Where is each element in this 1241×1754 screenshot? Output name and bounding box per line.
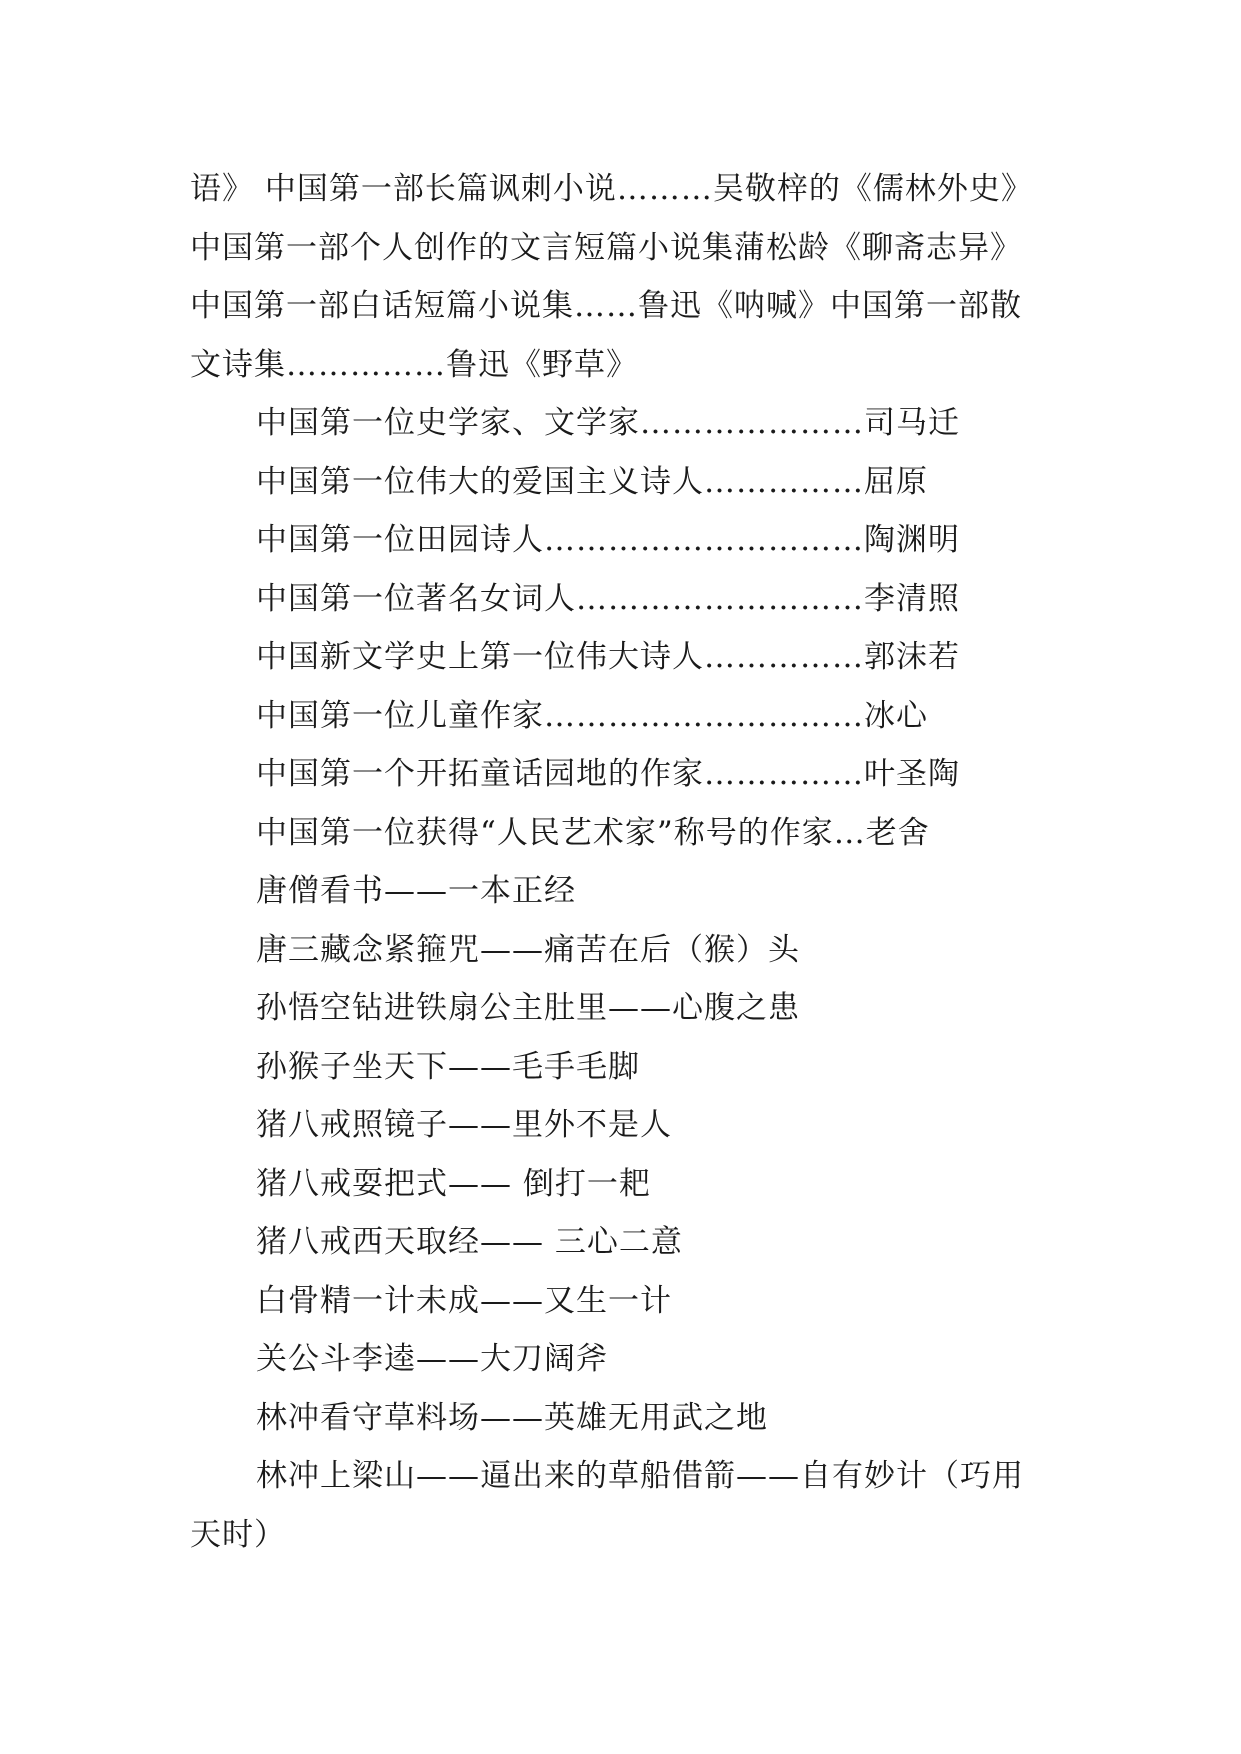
text-line: 唐僧看书——一本正经 [256,873,576,909]
text-line: 林冲上梁山——逼出来的草船借箭——自有妙计（巧用 [256,1458,1024,1494]
text-line: 天时） [190,1516,286,1553]
text-line: 中国第一个开拓童话园地的作家……………叶圣陶 [256,756,960,792]
text-line: 孙猴子坐天下——毛手毛脚 [256,1048,640,1085]
text-line: 中国第一位儿童作家…………………………冰心 [256,697,928,734]
text-line: 中国新文学史上第一位伟大诗人……………郭沫若 [256,639,960,675]
text-line: 林冲看守草料场——英雄无用武之地 [256,1399,768,1436]
text-line: 中国第一位著名女词人………………………李清照 [256,580,960,617]
text-line: 唐三藏念紧箍咒——痛苦在后（猴）头 [256,931,800,968]
text-line: 中国第一位史学家、文学家…………………司马迁 [256,405,960,441]
text-line: 中国第一部个人创作的文言短篇小说集蒲松龄《聊斋志异》 [190,229,1022,266]
text-line: 猪八戒照镜子——里外不是人 [256,1107,672,1143]
text-line: 语》 中国第一部长篇讽刺小说………吴敬梓的《儒林外史》 [190,171,1033,207]
document-body [190,160,1070,1564]
text-line: 中国第一位伟大的爱国主义诗人……………屈原 [256,463,928,500]
text-line: 关公斗李逵——大刀阔斧 [256,1341,608,1377]
text-line: 白骨精一计未成——又生一计 [256,1282,672,1319]
text-line: 中国第一部白话短篇小说集……鲁迅《呐喊》中国第一部散 [190,288,1022,324]
text-line: 中国第一位田园诗人…………………………陶渊明 [256,522,960,558]
text-line: 猪八戒耍把式—— 倒打一耙 [256,1165,651,1202]
text-line: 孙悟空钻进铁扇公主肚里——心腹之患 [256,990,800,1026]
text-line: 中国第一位获得“人民艺术家”称号的作家…老舍 [256,814,930,851]
text-line: 猪八戒西天取经—— 三心二意 [256,1224,683,1260]
text-line: 文诗集……………鲁迅《野草》 [190,346,638,383]
